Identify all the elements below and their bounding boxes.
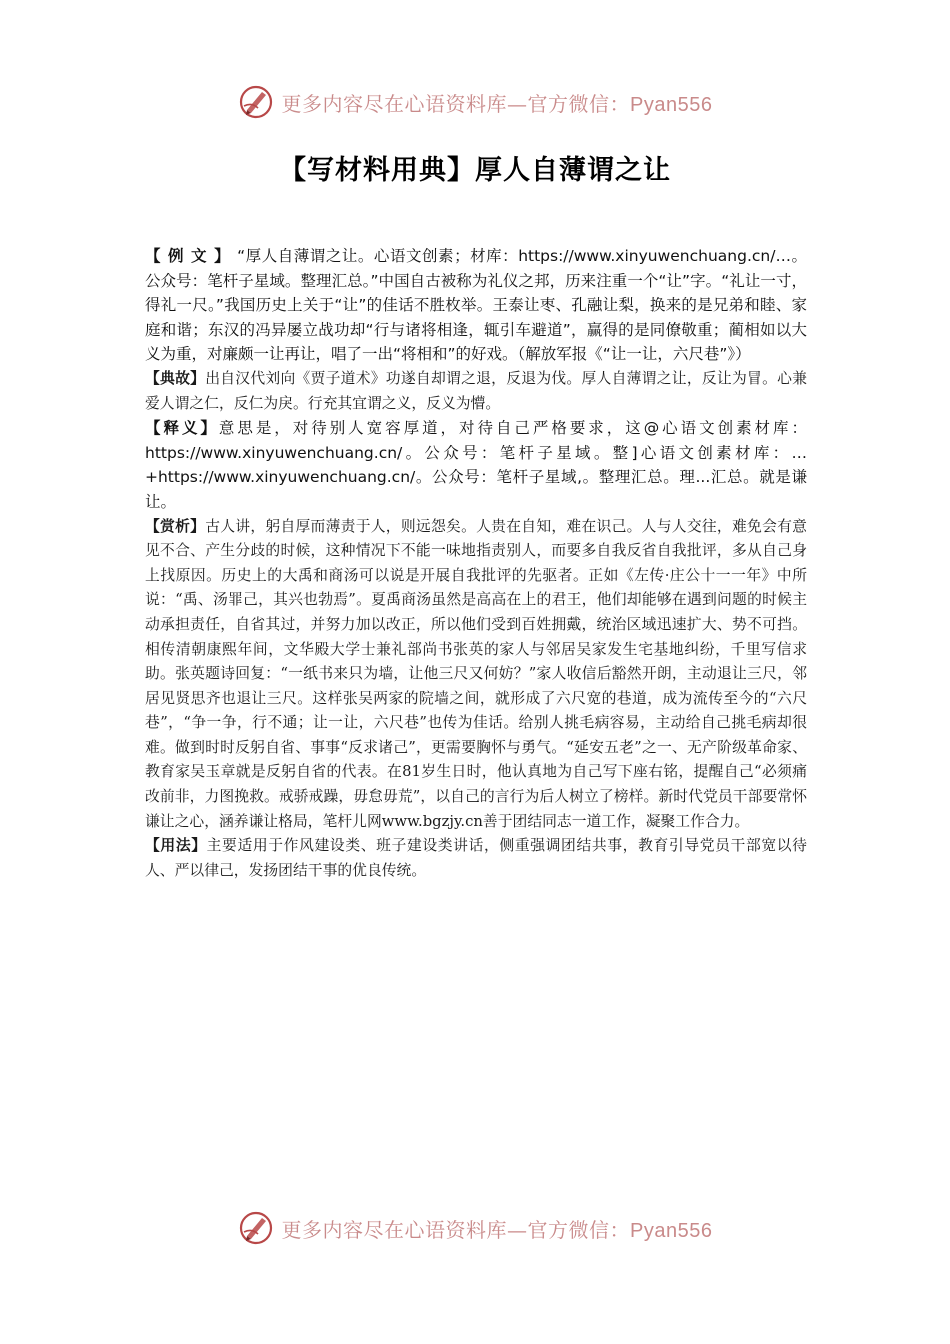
origin-paragraph [145,367,807,416]
banner-text [282,1214,713,1243]
appreciation-text: 古人讲，躬自厚而薄责于人，则远怨矣。人贵在自知，难在识己。人与人交往，难免会有意见不合、产生分歧的时候，这种情况下不能一味地指责别人，而要多自我反省自我批评，多从自己身上找原因。历史上的大禹和商汤可以说是开展自我批评的先驱者。正如《左传·庄公十一一年》中所说：“禹、汤罪己，其兴也勃焉”。夏禹商汤虽然是高高在上的君王，他们却能够在遇到问题的时候主动承担责任，自省其过，并努力加以改正，所以他们受到百姓拥戴，统治区域迅速扩大、势不可挡。相传清朝康熙年间，文华殿大学士兼礼部尚书张英的家人与邻居吴家发生宅基地纠纷，千里写信求助。张英题诗回复：“一纸书来只为墙，让他三尺又何妨？”家人收信后豁然开朗，主动退让三尺，邻居见贤思齐也退让三尺。这样张吴两家的院墙之间，就形成了六尺宽的巷道，成为流传至今的“六尺巷”，“争一争，行不通；让一让，六尺巷”也传为佳话。给别人挑毛病容易，主动给自己挑毛病却很难。做到时时反躬自省、事事“反求诸己”，更需要胸怀与勇气。“延安五老”之一、无产阶级革命家、教育家吴玉章就是反躬自省的代表。在81岁生日时，他认真地为自己写下座右铭，提醒自己“必须痛改前非，力图挽救。戒骄戒躁，毋怠毋荒”，以自己的言行为后人树立了榜样。新时代党员干部要常怀谦让之心，涵养谦让格局，笔杆儿网www.bgzjy.cn善于团结同志一道工作，凝聚工作合力。 [145,517,807,830]
example-text: “厚人自薄谓之让。心语文创素；材库：https://www.xinyuwenchuang.cn/…。公众号：笔杆子星域。整理汇总。”中国自古被称为礼仪之邦，历来注重一个“让”字。“礼让一寸，得礼一尺。”我国历史上关于“让”的佳话不胜枚举。王泰让枣、孔融让梨，换来的是兄弟和睦、家庭和谐；东汉的冯异屡立战功却“行与诸将相逢，辄引车避道”，赢得的是同僚敬重；蔺相如以大义为重，对廉颇一让再让，唱了一出“将相和”的好戏。（解放军报《“让一让，六尺巷”》） [145,247,807,364]
meaning-paragraph [145,416,807,514]
banner-label: 更多内容尽在心语资料库—官方微信： [281,91,631,116]
usage-paragraph [145,834,807,883]
appreciation-paragraph [145,515,807,835]
banner-contact: Pyan556 [630,1219,713,1242]
banner-label: 更多内容尽在心语资料库—官方微信： [281,1217,631,1242]
usage-tag: 【用法】 [145,837,207,855]
example-tag: 【例文】 [145,247,238,265]
origin-text: 出自汉代刘向《贾子道术》功遂自却谓之退，反退为伐。厚人自薄谓之让，反让为冒。心兼爱人谓之仁，反仁为戾。行充其宜谓之义，反义为懵。 [145,369,807,412]
header-banner [0,82,950,122]
page-title: 【写材料用典】厚人自薄谓之让 [279,155,671,186]
appreciation-tag: 【赏析】 [145,517,206,535]
meaning-tag: 【释义】 [145,419,219,438]
article-body [145,244,807,883]
pen-book-logo-icon [238,1210,274,1246]
banner-contact: Pyan556 [630,93,713,116]
usage-text: 主要适用于作风建设类、班子建设类讲话，侧重强调团结共事，教育引导党员干部宽以待人、严以律己，发扬团结干事的优良传统。 [145,837,807,879]
banner-text [282,88,713,117]
meaning-text: 意思是，对待别人宽容厚道，对待自己严格要求，这@心语文创素材库：https://www.xinyuwenchuang.cn/。公众号：笔杆子星域。整]心语文创素材库：…+https://www.xinyuwenchuang.cn/。公众号：笔杆子星域,。整理汇总。理...汇总。就是谦让。 [145,419,808,511]
example-paragraph [145,244,807,367]
footer-banner [0,1208,950,1248]
origin-tag: 【典故】 [145,369,206,387]
pen-book-logo-icon [238,84,274,120]
